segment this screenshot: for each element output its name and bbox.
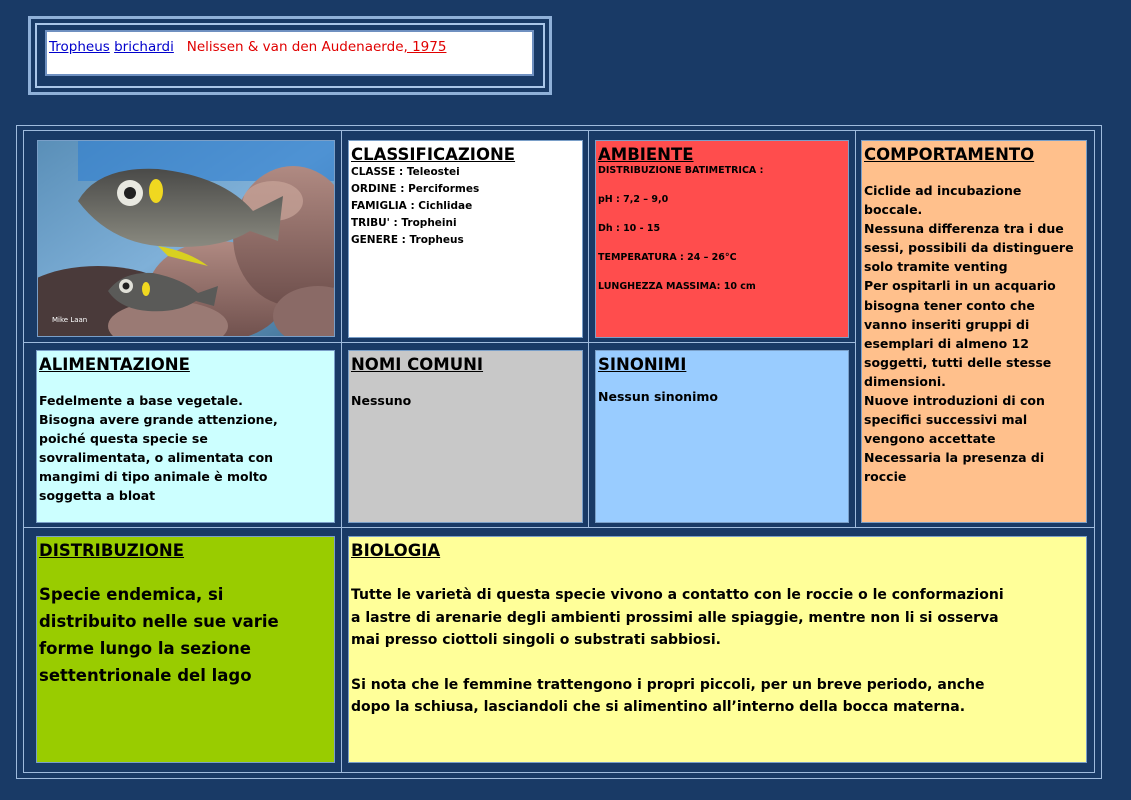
ambiente-panel: [595, 140, 849, 338]
ambiente-details: [598, 164, 848, 294]
text-line: vanno inseriti gruppi di: [864, 316, 1030, 332]
class-line: CLASSE : Teleostei: [351, 166, 460, 178]
divider: [588, 130, 589, 527]
biologia-text: [351, 584, 1086, 719]
classification-list: [351, 164, 582, 249]
genus-link[interactable]: Tropheus: [49, 39, 110, 55]
text-line: esemplari di almeno 12: [864, 335, 1029, 351]
sinonimi-heading: SINONIMI: [598, 355, 687, 374]
text-line: sessi, possibili da distinguere: [864, 240, 1074, 256]
classificazione-heading: CLASSIFICAZIONE: [351, 145, 516, 164]
sinonimi-text: Nessun sinonimo: [598, 389, 718, 404]
text-line: dopo la schiusa, lasciandoli che si alimentino all’interno della bocca materna.: [351, 699, 966, 715]
text-line: Nuove introduzioni di con: [864, 393, 1045, 409]
alimentazione-panel: [36, 350, 335, 523]
text-line: Fedelmente a base vegetale.: [39, 393, 243, 408]
text-line: forme lungo la sezione: [39, 639, 251, 658]
divider: [341, 130, 342, 773]
genus-line: GENERE : Tropheus: [351, 234, 464, 246]
max-length-value: LUNGHEZZA MASSIMA: 10 cm: [598, 281, 756, 292]
text-line: mai presso ciottoli singoli o substrati sabbiosi.: [351, 632, 721, 648]
family-line: FAMIGLIA : Cichlidae: [351, 200, 473, 212]
divider: [23, 527, 1095, 528]
order-line: ORDINE : Perciformes: [351, 183, 480, 195]
text-line: vengono accettate: [864, 431, 996, 447]
distribuzione-panel: [36, 536, 335, 763]
nomi-comuni-text: Nessuno: [351, 393, 412, 408]
text-line: mangimi di tipo animale è molto: [39, 469, 268, 485]
text-line: Specie endemica, si: [39, 585, 224, 604]
classificazione-panel: [348, 140, 583, 338]
text-line: specifici successivi mal: [864, 412, 1028, 428]
text-line: Nessuna differenza tra i due: [864, 221, 1064, 237]
text-line: Ciclide ad incubazione: [864, 183, 1022, 198]
species-link[interactable]: brichardi: [114, 39, 174, 55]
fish-photo: [37, 140, 335, 337]
text-line: Tutte le varietà di questa specie vivono a contatto con le roccie o le conformazioni: [351, 587, 1004, 603]
tribe-line: TRIBU' : Tropheini: [351, 217, 457, 229]
ambiente-heading: AMBIENTE: [598, 145, 694, 164]
text-line: Necessaria la presenza di: [864, 450, 1045, 466]
biologia-panel: [348, 536, 1087, 763]
nomi-comuni-panel: [348, 350, 583, 523]
biologia-heading: BIOLOGIA: [351, 541, 441, 560]
distribuzione-heading: DISTRIBUZIONE: [39, 541, 185, 560]
species-title: [45, 30, 534, 76]
divider: [23, 342, 855, 343]
text-line: roccie: [864, 469, 907, 485]
text-line: distribuito nelle sue varie: [39, 612, 279, 631]
alimentazione-heading: ALIMENTAZIONE: [39, 355, 190, 374]
temperature-value: TEMPERATURA : 24 – 26°C: [598, 252, 737, 263]
comportamento-panel: [861, 140, 1087, 523]
text-line: Per ospitarli in un acquario: [864, 278, 1056, 294]
bathymetric-distribution: DISTRIBUZIONE BATIMETRICA :: [598, 165, 764, 176]
text-line: soggetta a bloat: [39, 488, 156, 504]
sinonimi-panel: [595, 350, 849, 523]
text-line: settentrionale del lago: [39, 666, 252, 685]
text-line: bisogna tener conto che: [864, 297, 1035, 313]
photo-watermark: Mike Laan: [52, 316, 88, 324]
distribuzione-text: [39, 581, 334, 689]
text-line: sovralimentata, o alimentata con: [39, 450, 274, 466]
dh-value: Dh : 10 - 15: [598, 223, 661, 234]
text-line: dimensioni.: [864, 373, 946, 389]
year: , 1975: [403, 39, 447, 55]
text-line: Si nota che le femmine trattengono i propri piccoli, per un breve periodo, anche: [351, 676, 985, 693]
comportamento-heading: COMPORTAMENTO: [864, 145, 1035, 164]
nomi-comuni-heading: NOMI COMUNI: [351, 355, 484, 374]
alimentazione-text: [39, 391, 334, 506]
authors: Nelissen & van den Audenaerde: [186, 39, 404, 55]
text-line: solo tramite venting: [864, 259, 1008, 275]
divider: [855, 130, 856, 527]
text-line: boccale.: [864, 202, 923, 218]
ph-value: pH : 7,2 – 9,0: [598, 194, 669, 205]
text-line: soggetti, tutti delle stesse: [864, 354, 1052, 370]
text-line: a lastre di arenarie degli ambienti prossimi alle spiaggie, mentre non li si osserva: [351, 609, 999, 626]
text-line: Bisogna avere grande attenzione,: [39, 412, 278, 428]
comportamento-text: [864, 181, 1086, 487]
text-line: poiché questa specie se: [39, 431, 208, 447]
